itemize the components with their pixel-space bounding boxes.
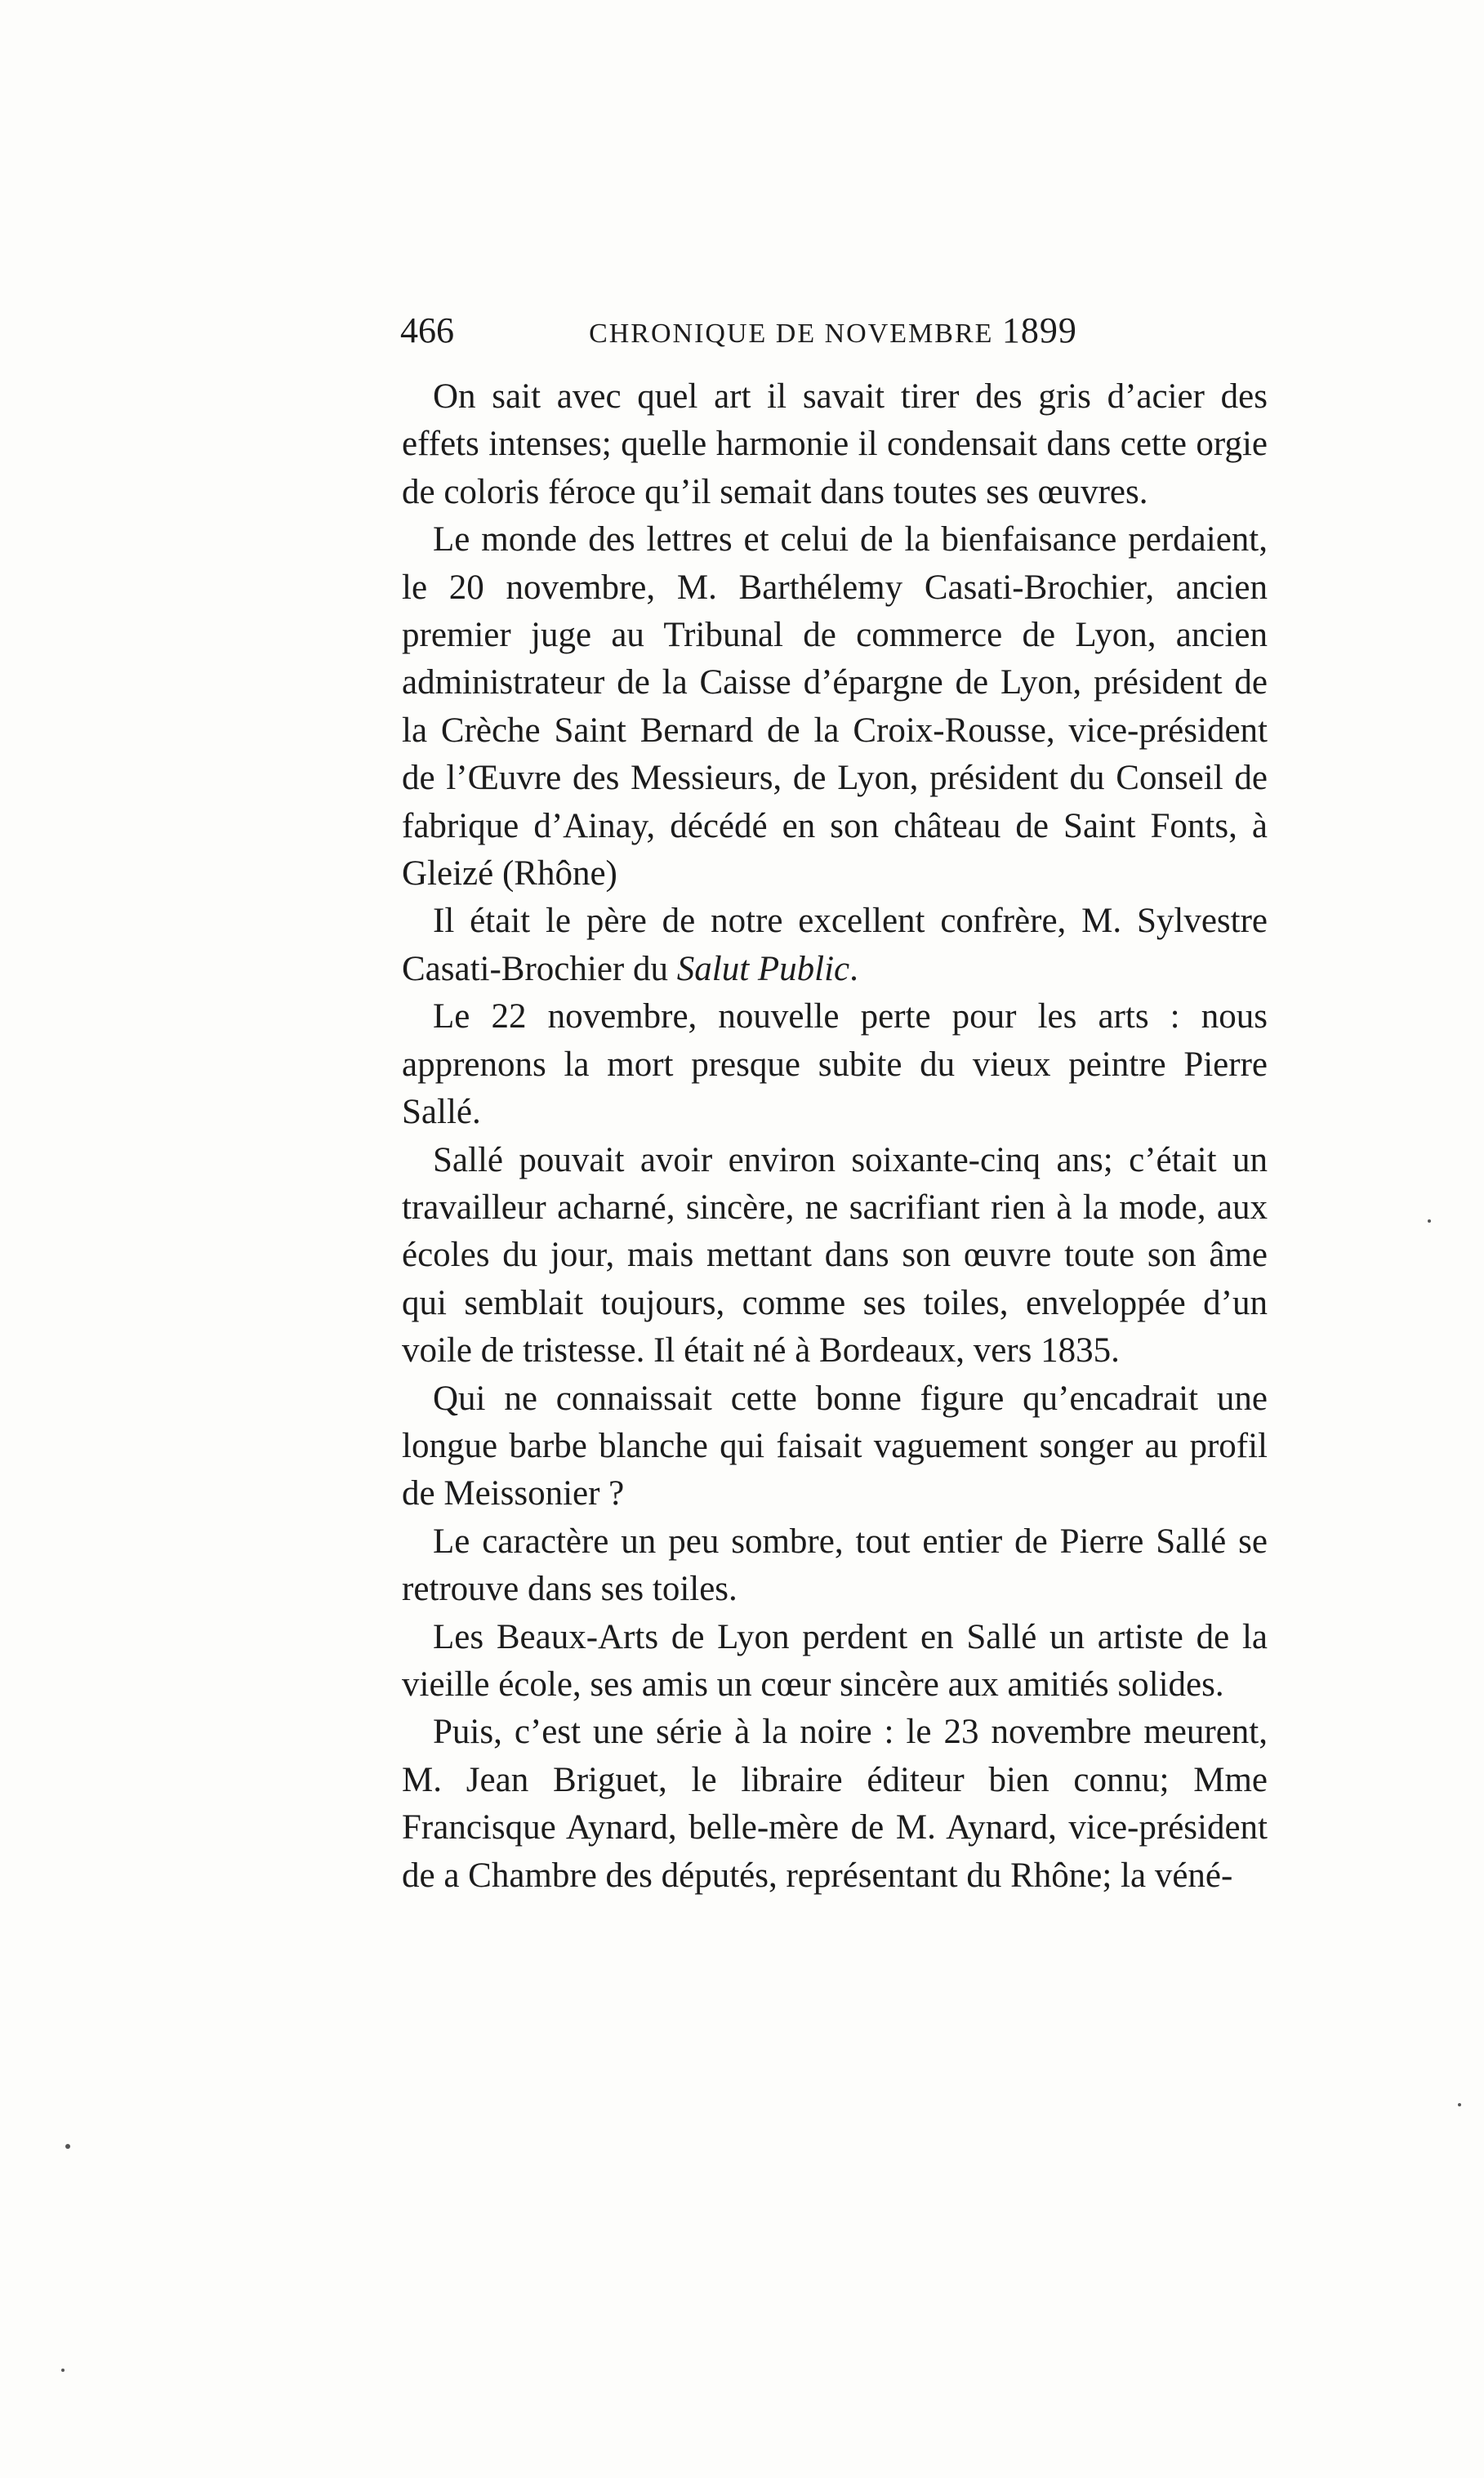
- running-head: [400, 306, 1266, 359]
- running-head-title: CHRONIQUE DE NOVEMBRE: [589, 319, 994, 349]
- page-header: [400, 306, 1266, 355]
- paragraph-p7-text: Le caractère un peu sombre, tout entier de Pierre Sallé se retrouve dans ses toiles.: [402, 1522, 1268, 1609]
- paragraph-p9: [402, 1709, 1268, 1900]
- paragraph-p3-end: .: [849, 949, 858, 988]
- page-number: 466: [400, 310, 454, 350]
- scan-speck: [61, 2369, 65, 2372]
- body-text: [402, 373, 1268, 1900]
- paragraph-p5-text: Sallé pouvait avoir environ soixante-cinq ans; c’était un travailleur acharné, sincère, ne sacrifiant rien à la mode, aux écoles du jour, mais mettant dans son œuvre toute son âme qui semblait toujours, comme ses toiles, enveloppée d’un voile de tristesse. Il était né à Bordeaux, vers 1835.: [402, 1140, 1268, 1370]
- newspaper-title: Salut Public: [676, 949, 850, 988]
- scan-speck: [1428, 1219, 1431, 1223]
- running-head-year: 1899: [1001, 310, 1077, 350]
- paragraph-p1: [402, 373, 1268, 516]
- paragraph-p9-text: Puis, c’est une série à la noire : le 23 novembre meurent, M. Jean Briguet, le libraire éditeur bien connu; Mme Francisque Aynard, belle-mère de M. Aynard, vice-président de a Chambre des députés, représentant du Rhône; la véné-: [402, 1713, 1268, 1895]
- scan-speck: [1458, 2103, 1461, 2106]
- paragraph-p8: [402, 1614, 1268, 1709]
- paragraph-p4: [402, 993, 1268, 1136]
- paragraph-p6: [402, 1375, 1268, 1518]
- paragraph-p1-text: On sait avec quel art il savait tirer des gris d’acier des effets intenses; quelle harmonie il condensait dans cette orgie de coloris féroce qu’il semait dans toutes ses œuvres.: [402, 377, 1268, 511]
- scan-speck: [65, 2144, 70, 2149]
- paragraph-p2-text: Le monde des lettres et celui de la bienfaisance perdaient, le 20 novembre, M. Barthélemy Casati-Brochier, ancien premier juge au Tribunal de commerce de Lyon, ancien administrateur de la Caisse d’épargne de Lyon, président de la Crèche Saint Bernard de la Croix-Rousse, vice-président de l’Œuvre des Messieurs, de Lyon, président du Conseil de fabrique d’Ainay, décédé en son château de Saint Fonts, à Gleizé (Rhône): [402, 520, 1268, 894]
- paragraph-p7: [402, 1518, 1268, 1614]
- paragraph-p3-text: Il était le père de notre excellent confrère, M. Sylvestre Casati-Brochier du: [402, 902, 1268, 988]
- paragraph-p2: [402, 516, 1268, 898]
- paragraph-p4-text: Le 22 novembre, nouvelle perte pour les arts : nous apprenons la mort presque subite du vieux peintre Pierre Sallé.: [402, 997, 1268, 1132]
- paragraph-p6-text: Qui ne connaissait cette bonne figure qu’encadrait une longue barbe blanche qui faisait vaguement songer au profil de Meissonier ?: [402, 1379, 1268, 1513]
- paragraph-p5: [402, 1137, 1268, 1375]
- paragraph-p8-text: Les Beaux-Arts de Lyon perdent en Sallé un artiste de la vieille école, ses amis un cœur sincère aux amitiés solides.: [402, 1617, 1268, 1704]
- paragraph-p3: [402, 898, 1268, 993]
